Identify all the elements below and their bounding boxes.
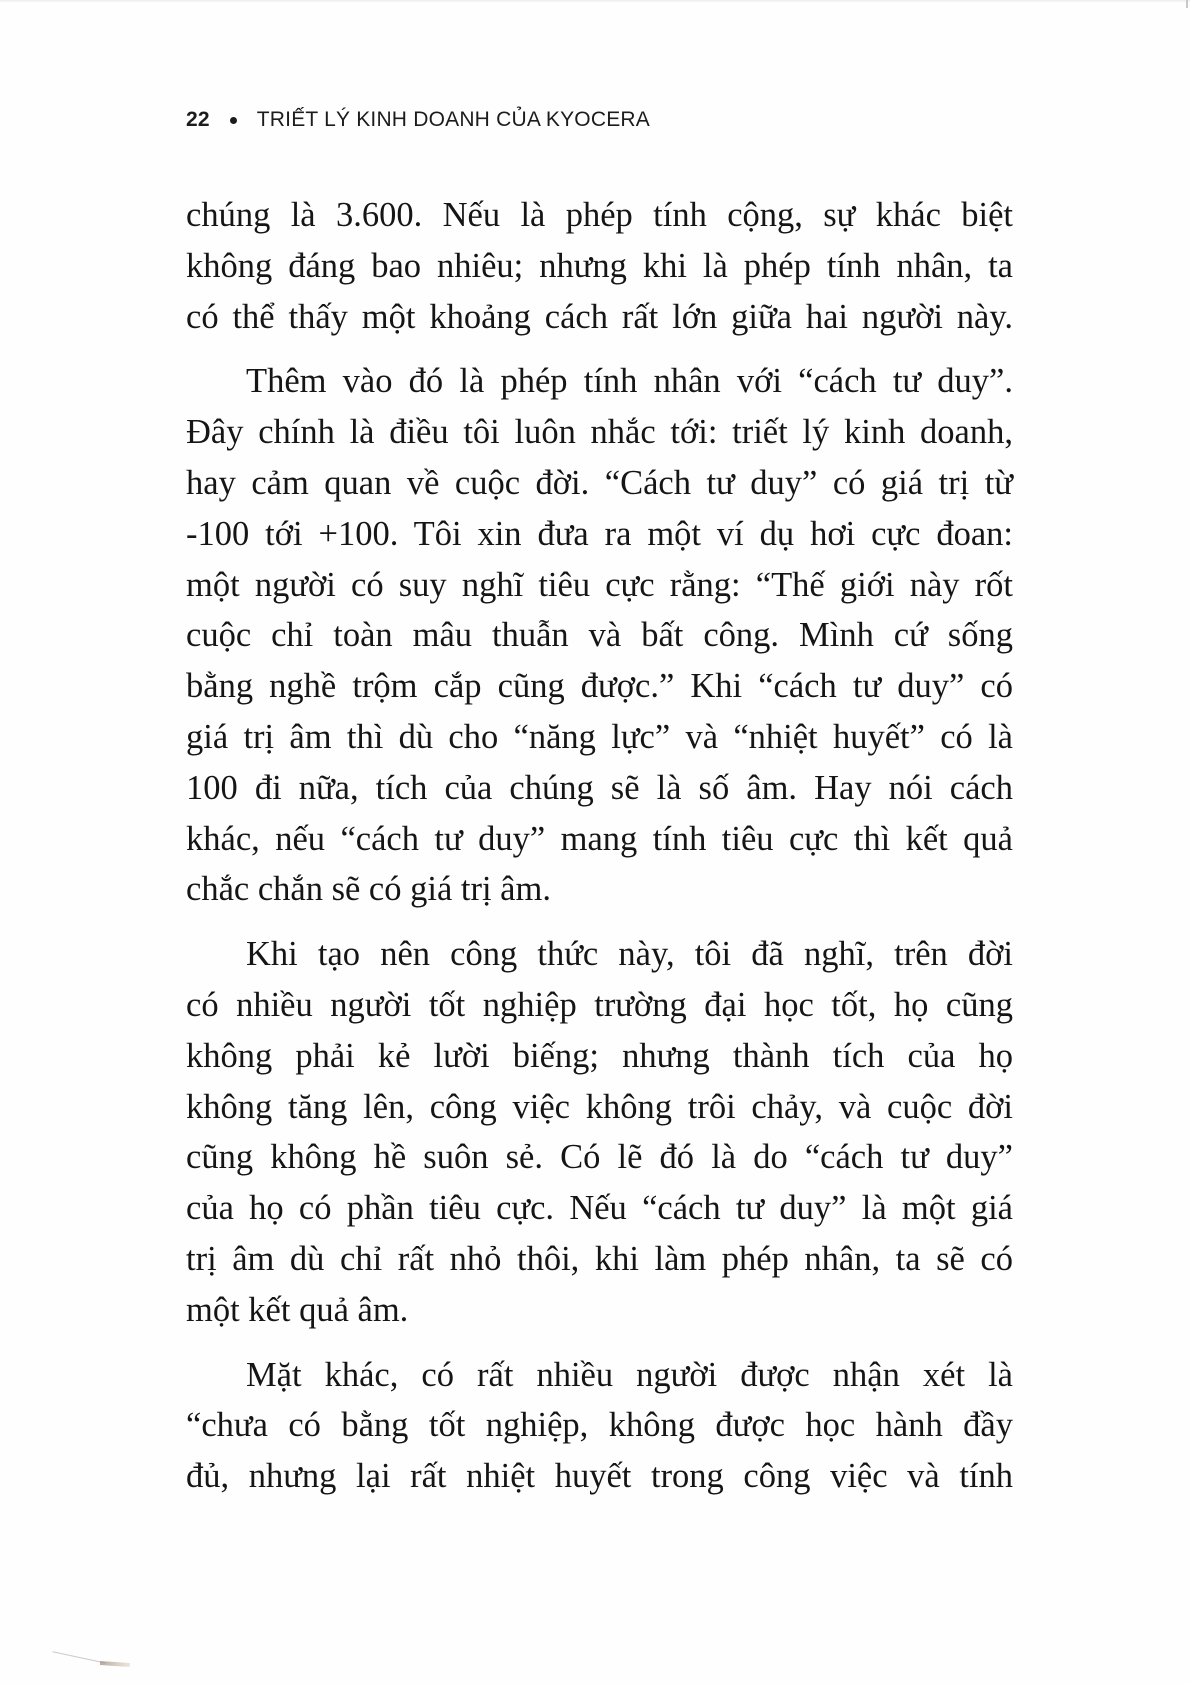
scan-edge-mark [1186, 0, 1188, 8]
scan-top-edge [0, 0, 1190, 3]
text-line: “chưa có bằng tốt nghiệp, không được học hành đầy [186, 1406, 1013, 1445]
text-line: 100 đi nữa, tích của chúng sẽ là số âm. Hay nói cách [186, 768, 1013, 807]
bullet-separator-icon [230, 117, 237, 124]
text-line: khác, nếu “cách tư duy” mang tính tiêu cực thì kết quả [186, 819, 1013, 858]
text-line: trị âm dù chỉ rất nhỏ thôi, khi làm phép nhân, ta sẽ có [186, 1239, 1013, 1278]
body-text [186, 190, 1013, 1502]
text-line: có nhiều người tốt nghiệp trường đại học tốt, họ cũng [186, 985, 1013, 1024]
running-title: TRIẾT LÝ KINH DOANH CỦA KYOCERA [256, 108, 650, 131]
text-line: Thêm vào đó là phép tính nhân với “cách tư duy”. [246, 362, 1013, 401]
page-number: 22 [186, 108, 210, 131]
paragraph-2 [186, 356, 1013, 915]
paragraph-3 [186, 929, 1013, 1335]
text-line: không phải kẻ lười biếng; nhưng thành tích của họ [186, 1036, 1013, 1075]
paragraph-4 [186, 1350, 1013, 1502]
paragraph-1 [186, 190, 1013, 342]
text-line: bằng nghề trộm cắp cũng được.” Khi “cách tư duy” có [186, 667, 1013, 706]
scan-corner-artifact [100, 1661, 130, 1667]
text-line: không tăng lên, công việc không trôi chảy, và cuộc đời [186, 1087, 1013, 1126]
text-line: cũng không hề suôn sẻ. Có lẽ đó là do “cách tư duy” [186, 1138, 1013, 1177]
running-header [186, 108, 650, 132]
text-line: đủ, nhưng lại rất nhiệt huyết trong công việc và tính [186, 1457, 1013, 1496]
text-line: Mặt khác, có rất nhiều người được nhận xét là [246, 1355, 1013, 1394]
scan-corner-artifact [52, 1651, 106, 1663]
text-line: -100 tới +100. Tôi xin đưa ra một ví dụ hơi cực đoan: [186, 514, 1013, 553]
text-line: hay cảm quan về cuộc đời. “Cách tư duy” có giá trị từ [186, 463, 1013, 502]
text-line: một người có suy nghĩ tiêu cực rằng: “Thế giới này rốt [186, 565, 1013, 604]
text-line: không đáng bao nhiêu; nhưng khi là phép tính nhân, ta [186, 246, 1013, 285]
text-line: một kết quả âm. [186, 1290, 409, 1329]
text-line: có thể thấy một khoảng cách rất lớn giữa hai người này. [186, 297, 1013, 336]
text-line: giá trị âm thì dù cho “năng lực” và “nhiệt huyết” có là [186, 717, 1013, 756]
text-line: Khi tạo nên công thức này, tôi đã nghĩ, trên đời [246, 935, 1013, 974]
text-line: Đây chính là điều tôi luôn nhắc tới: triết lý kinh doanh, [186, 413, 1013, 452]
text-line: chúng là 3.600. Nếu là phép tính cộng, sự khác biệt [186, 196, 1013, 234]
text-line: của họ có phần tiêu cực. Nếu “cách tư duy” là một giá [186, 1189, 1013, 1228]
text-line: chắc chắn sẽ có giá trị âm. [186, 870, 551, 909]
text-line: cuộc chỉ toàn mâu thuẫn và bất công. Mình cứ sống [186, 616, 1013, 655]
